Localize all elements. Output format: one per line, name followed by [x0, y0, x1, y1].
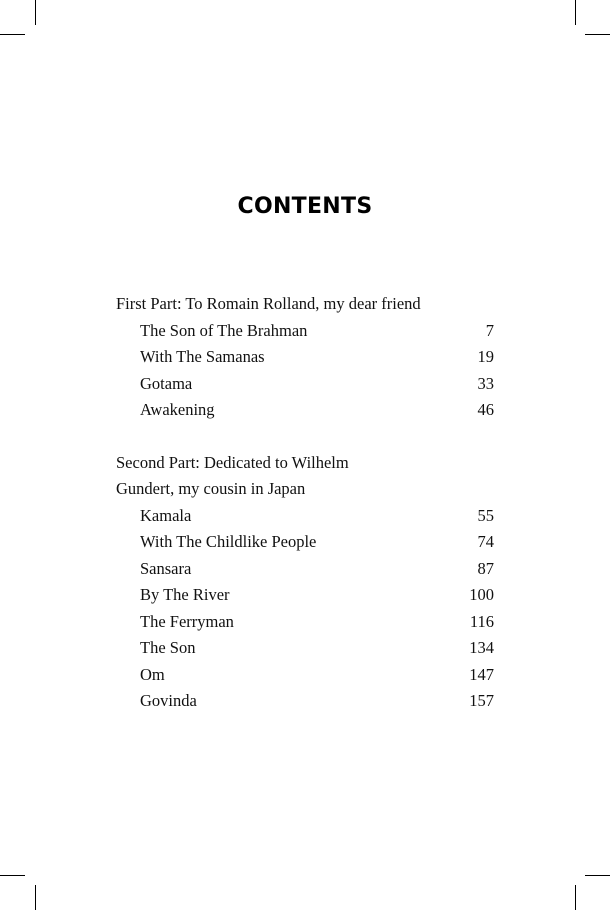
page-number: 7	[485, 320, 494, 340]
toc-entry[interactable]	[116, 371, 494, 398]
chapter-title: Kamala	[140, 505, 192, 525]
page-number: 116	[469, 611, 494, 631]
crop-mark-top-right-vertical	[575, 0, 576, 25]
crop-mark-bottom-left-horizontal	[0, 875, 25, 876]
chapter-title: The Son of The Brahman	[140, 320, 308, 340]
toc-entry[interactable]	[116, 529, 494, 556]
chapter-title: Om	[140, 664, 165, 684]
page-number: 134	[469, 638, 494, 657]
page-number: 157	[469, 691, 494, 710]
chapter-title: The Ferryman	[140, 611, 234, 631]
page-number: 55	[477, 505, 494, 525]
toc-entry[interactable]	[116, 397, 494, 424]
page-number: 33	[477, 373, 494, 393]
table-of-contents	[116, 291, 494, 715]
chapter-list	[116, 318, 494, 424]
crop-mark-bottom-right-vertical	[575, 885, 576, 910]
chapter-title: By The River	[140, 585, 230, 604]
crop-mark-top-left-horizontal	[0, 34, 25, 35]
toc-entry[interactable]	[116, 582, 494, 609]
chapter-title: Sansara	[140, 558, 192, 578]
page-number: 46	[477, 400, 494, 419]
chapter-title: With The Samanas	[140, 347, 265, 366]
page-number: 74	[477, 532, 494, 551]
page-number: 19	[477, 347, 494, 366]
crop-mark-bottom-left-vertical	[35, 885, 36, 910]
page-number: 87	[477, 558, 494, 578]
toc-entry[interactable]	[116, 556, 494, 583]
chapter-list	[116, 503, 494, 715]
chapter-title: Govinda	[140, 691, 197, 710]
chapter-title: Awakening	[140, 400, 215, 419]
part-one	[116, 291, 494, 424]
toc-entry[interactable]	[116, 318, 494, 345]
toc-entry[interactable]	[116, 344, 494, 371]
page-number: 100	[469, 585, 494, 604]
crop-mark-top-left-vertical	[35, 0, 36, 25]
part-two	[116, 450, 494, 715]
part-heading: First Part: To Romain Rolland, my dear friend	[116, 294, 421, 313]
crop-mark-bottom-right-horizontal	[585, 875, 610, 876]
toc-entry[interactable]	[116, 662, 494, 689]
toc-entry[interactable]	[116, 503, 494, 530]
chapter-title: The Son	[140, 638, 196, 657]
chapter-title: With The Childlike People	[140, 532, 317, 551]
part-heading: Second Part: Dedicated to Wilhelm Gundert, my cousin in Japan	[116, 452, 349, 498]
page-number: 147	[469, 664, 494, 684]
chapter-title: Gotama	[140, 373, 193, 393]
crop-mark-top-right-horizontal	[585, 34, 610, 35]
page-title: CONTENTS	[237, 194, 373, 219]
toc-entry[interactable]	[116, 609, 494, 636]
toc-entry[interactable]	[116, 635, 494, 662]
toc-entry[interactable]	[116, 688, 494, 715]
